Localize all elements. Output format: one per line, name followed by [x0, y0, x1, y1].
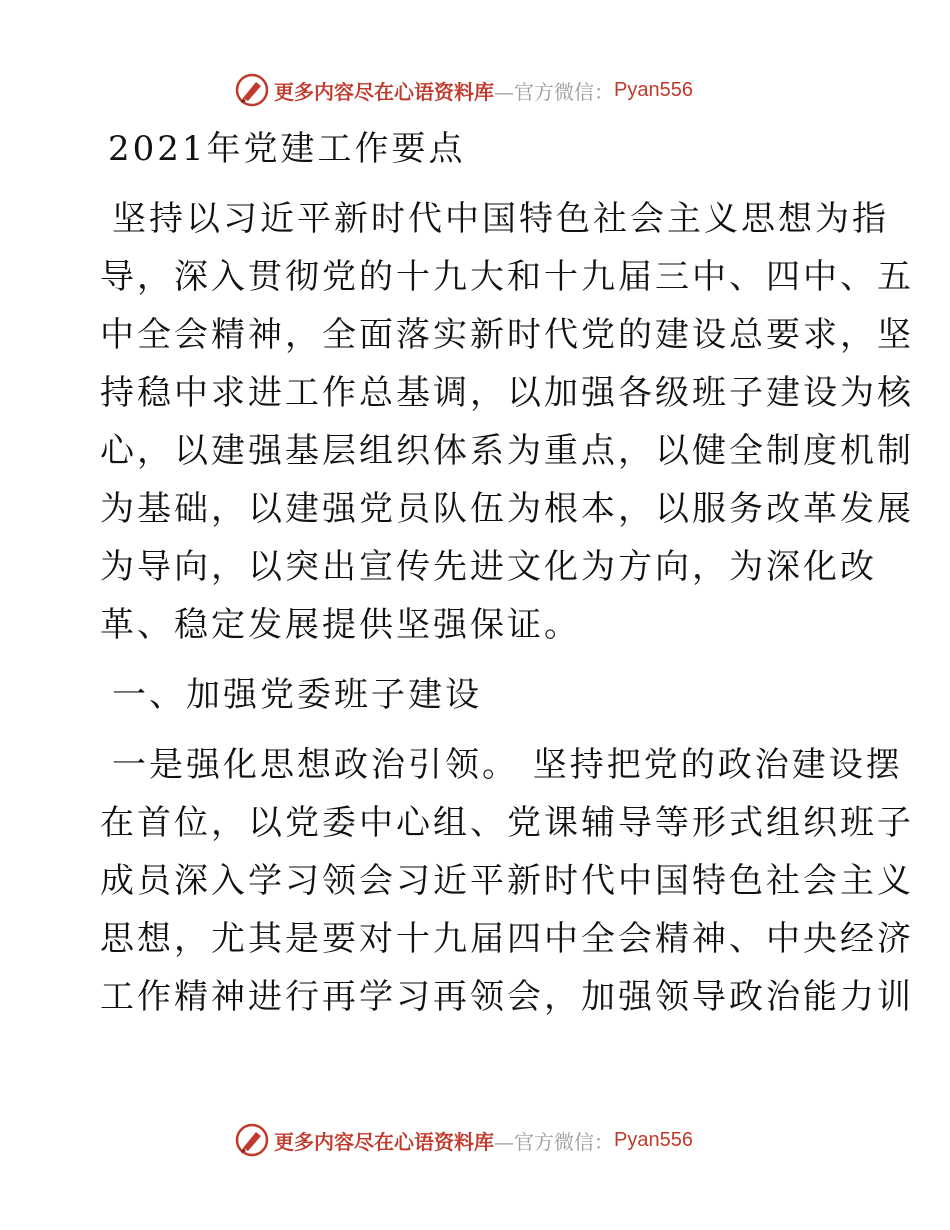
watermark-wechat-id: Pyan556 [614, 78, 693, 101]
paragraph-line: 为导向，以突出宣传先进文化为方向，为深化改 [100, 547, 877, 587]
intro-paragraph [100, 190, 914, 654]
document-body [100, 120, 914, 1026]
paragraph-line: 革、稳定发展提供坚强保证。 [100, 605, 581, 645]
paragraph-line: 在首位，以党委中心组、党课辅导等形式组织班子 [100, 803, 914, 843]
pen-logo-icon [234, 1122, 270, 1158]
paragraph-line: 持稳中求进工作总基调，以加强各级班子建设为核 [100, 373, 914, 413]
paragraph-line: 一是强化思想政治引领。 坚持把党的政治建设摆 [112, 745, 903, 785]
section-paragraph [100, 736, 914, 1026]
pen-logo-icon [234, 72, 270, 108]
paragraph-line: 中全会精神，全面落实新时代党的建设总要求，坚 [100, 315, 914, 355]
paragraph-line: 导，深入贯彻党的十九大和十九届三中、四中、五 [100, 257, 914, 297]
document-title: 2021年党建工作要点 [108, 129, 466, 169]
watermark-wechat-label: —官方微信： [494, 79, 614, 104]
paragraph-line: 成员深入学习领会习近平新时代中国特色社会主义 [100, 861, 914, 901]
paragraph-line: 思想，尤其是要对十九届四中全会精神、中央经济 [100, 919, 914, 959]
paragraph-line: 坚持以习近平新时代中国特色社会主义思想为指 [112, 199, 889, 239]
watermark-wechat-label: —官方微信： [494, 1129, 614, 1154]
paragraph-line: 心，以建强基层组织体系为重点，以健全制度机制 [100, 431, 914, 471]
watermark-wechat-id: Pyan556 [614, 1128, 693, 1151]
paragraph-line: 为基础，以建强党员队伍为根本，以服务改革发展 [100, 489, 914, 529]
footer-watermark [234, 1120, 693, 1160]
section-heading: 一、加强党委班子建设 [112, 675, 482, 715]
paragraph-line: 工作精神进行再学习再领会，加强领导政治能力训 [100, 977, 914, 1017]
watermark-brand-text: 更多内容尽在心语资料库 [274, 1129, 494, 1154]
header-watermark [234, 70, 693, 110]
watermark-brand-text: 更多内容尽在心语资料库 [274, 79, 494, 104]
